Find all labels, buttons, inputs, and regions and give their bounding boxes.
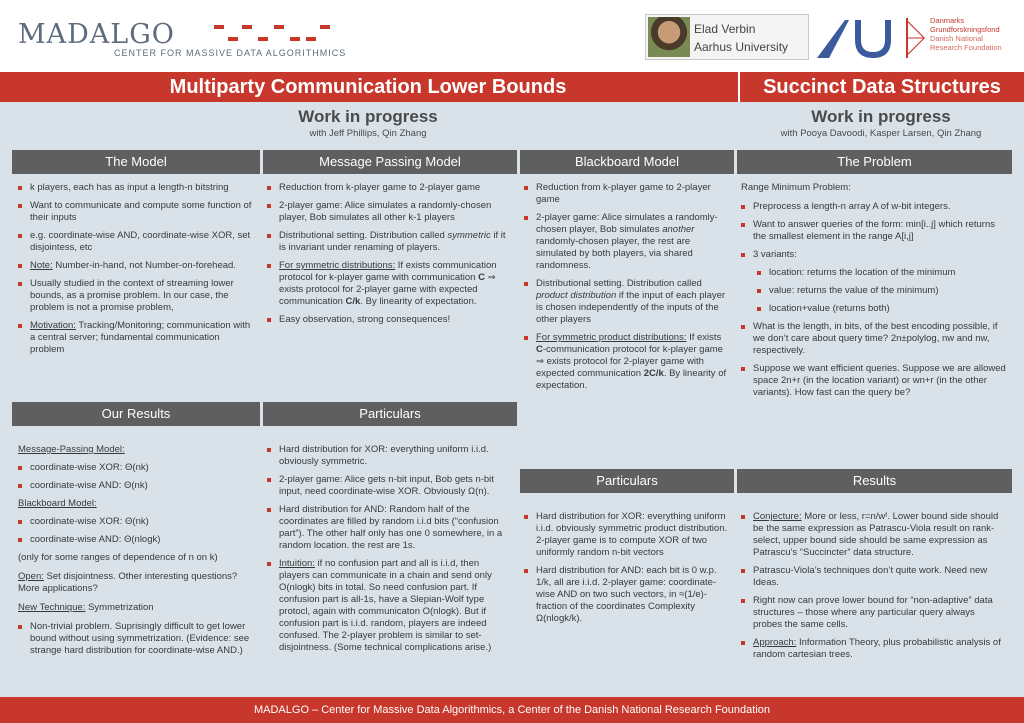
list-item: Distributional setting. Distribution called symmetric if it is invariant under renaming of players. (267, 230, 511, 254)
collaborators-left: with Jeff Phillips, Qin Zhang (309, 128, 427, 139)
dnrf-line-4: Research Foundation (930, 43, 1002, 52)
list-item: Patrascu-Viola’s techniques don’t quite work. Need new Ideas. (741, 565, 1006, 589)
logo-subtitle: CENTER FOR MASSIVE DATA ALGORITHMICS (114, 48, 347, 58)
panel-the-problem (737, 150, 1012, 405)
logo-dashes-icon (214, 25, 354, 47)
panel-header: Blackboard Model (520, 150, 734, 174)
logo-wordmark: MADALGO (18, 19, 175, 50)
mp-results-list (18, 462, 254, 492)
dnrf-logo (906, 14, 1021, 62)
subtitle-right (738, 102, 1024, 148)
subtitle-left (0, 102, 736, 148)
list-item: Reduction from k-player game to 2-player game (267, 182, 511, 194)
message-passing-list (267, 182, 511, 326)
list-item: Intuition: if no confusion part and all is i.i.d, then players can communicate in a chain and send only O(nlogk) bits in total. So need confusion part. If confusion part is all-1s, have a Slepian-Wolf type protocl, again with communicaton O(nlogk). But if confusion part is i.i.d. random, players are indeed confused. The 2-player problem is similar to set-disjointness. (Some technical complications arise.) (267, 558, 511, 654)
list-item: coordinate-wise AND: Θ(nk) (18, 480, 254, 492)
panel-the-model (12, 150, 260, 362)
list-item: Reduction from k-player game to 2-player game (524, 182, 730, 206)
list-item: Preprocess a length-n array A of w-bit integers. (741, 201, 1006, 213)
particulars-mp-list (267, 444, 511, 654)
list-item: 2-player game: Alice simulates a randomly-chosen player, Bob simulates another randomly-chosen player, the rest are simulated by both players, via shared randomness. (524, 212, 730, 272)
dnrf-line-2: Grundforskningsfond (930, 25, 1000, 34)
panel-header: Particulars (263, 402, 517, 426)
wip-right: Work in progress (811, 107, 951, 126)
panel-blackboard (520, 150, 734, 398)
list-item: Suppose we want efficient queries. Suppose we are allowed space 2n+r (in the location variant) or wn+r (in the other variants). How fast can the query be? (741, 363, 1006, 399)
author-card (645, 14, 809, 60)
list-item: 2-player game: Alice simulates a randomly-chosen player, Bob simulates all other k-1 players (267, 200, 511, 224)
list-item: 3 variants: (741, 249, 1006, 261)
list-item: Hard distribution for XOR: everything uniform i.i.d. obviously symmetric. (267, 444, 511, 468)
madalgo-logo (18, 19, 347, 62)
list-item: Distributional setting. Distribution called product distribution if the input of each player is chosen independently of the inputs of the other players (524, 278, 730, 326)
results-list (741, 511, 1006, 661)
author-name: Elad Verbin (694, 22, 756, 36)
dnrf-line-1: Danmarks (930, 16, 965, 25)
panel-particulars-mp (263, 402, 517, 660)
panel-header: Particulars (520, 469, 734, 493)
bb-heading: Blackboard Model: (18, 498, 97, 509)
list-item: Note: Number-in-hand, not Number-on-forehead. (18, 260, 254, 272)
list-item: coordinate-wise AND: Θ(nlogk) (18, 534, 254, 546)
panel-header: Results (737, 469, 1012, 493)
problem-list (741, 201, 1006, 399)
list-item: Usually studied in the context of streaming lower bounds, as a promise problem. In our case, the problem is not a promise problem, (18, 278, 254, 314)
list-item: Non-trivial problem. Suprisingly difficult to get lower bound without using symmetrization. (Evidence: see strange hard distribution for coordinate-wise AND.) (18, 621, 254, 657)
list-item: k players, each has as input a length-n bitstring (18, 182, 254, 194)
new-technique: New Technique: Symmetrization (18, 602, 154, 613)
list-item: Easy observation, strong consequences! (267, 314, 511, 326)
results-extra-list (18, 621, 254, 657)
list-item: Motivation: Tracking/Monitoring; communication with a central server; fundamental communication problem (18, 320, 254, 356)
list-item: Want to communicate and compute some function of their inputs (18, 200, 254, 224)
aarhus-university-logo (815, 16, 897, 60)
list-item: Conjecture: More or less, r=n/wᵗ. Lower bound side should be the same expression as Patrascu-Viola result on rank-select, upper bound side should be same expression as Patrascu’s “Succincter” data structure. (741, 511, 1006, 559)
collaborators-right: with Pooya Davoodi, Kasper Larsen, Qin Zhang (780, 128, 982, 139)
panel-results (737, 469, 1012, 667)
list-item: location+value (returns both) (757, 303, 1006, 315)
problem-intro: Range Minimum Problem: (741, 182, 851, 193)
open-question: Open: Set disjointness. Other interesting questions? More applications? (18, 571, 238, 594)
list-item: Hard distribution for AND: each bit is 0 w.p. 1/k, all are i.i.d. 2-player game: coordinate-wise AND on two such vectors, in ≈(1/e)-fraction of the coordinates Complexity Ω(nlogk/k). (524, 565, 730, 625)
panel-particulars-bb (520, 469, 734, 631)
list-item: coordinate-wise XOR: Θ(nk) (18, 516, 254, 528)
results-note: (only for some ranges of dependence of n on k) (18, 552, 218, 563)
panel-header: The Problem (737, 150, 1012, 174)
panel-header: Message Passing Model (263, 150, 517, 174)
dnrf-text (930, 16, 1002, 52)
list-item: Right now can prove lower bound for “non-adaptive” data structures – those where any particular query always probes the same cells. (741, 595, 1006, 631)
list-item: Hard distribution for AND: Random half of the coordinates are filled by random i.i.d bits (“confusion part”). The other half only has one 0 somewhere, in a random location. the rest are 1s. (267, 504, 511, 552)
poster-footer: MADALGO – Center for Massive Data Algorithmics, a Center of the Danish National Research Foundation (0, 697, 1024, 723)
list-item: For symmetric distributions: If exists communication protocol for k-player game with communication C ⇒ exists protocol for 2-player game with expected communication C/k. By linearity of expectation. (267, 260, 511, 308)
author-affiliation: Aarhus University (694, 40, 789, 54)
panel-message-passing (263, 150, 517, 332)
list-item: Hard distribution for XOR: everything uniform i.i.d. obviously symmetric product distribution. 2-player game is to compute XOR of two uniformly random n-bit vectors (524, 511, 730, 559)
panel-header: The Model (12, 150, 260, 174)
list-item: What is the length, in bits, of the best encoding possible, if we don’t care about query time? 2n±polylog, nw and nw, respectively. (741, 321, 1006, 357)
dnrf-mark-icon (906, 18, 926, 58)
particulars-bb-list (524, 511, 730, 625)
section-title-bar (0, 72, 1024, 102)
author-photo (648, 17, 690, 57)
list-item: For symmetric product distributions: If exists C-communication protocol for k-player game ⇒ exists protocol for 2-player game with expected communication 2C/k. By linearity of expectation. (524, 332, 730, 392)
bb-results-list (18, 516, 254, 546)
model-list (18, 182, 254, 356)
list-item: e.g. coordinate-wise AND, coordinate-wise XOR, set disjointess, etc (18, 230, 254, 254)
list-item: value: returns the value of the minimum) (757, 285, 1006, 297)
list-item: coordinate-wise XOR: Θ(nk) (18, 462, 254, 474)
mp-heading: Message-Passing Model: (18, 444, 125, 455)
title-multiparty: Multiparty Communication Lower Bounds (169, 76, 567, 98)
list-item: 2-player game: Alice gets n-bit input, Bob gets n-bit input, need coordinate-wise XOR. Obviously Ω(n). (267, 474, 511, 498)
poster-header (0, 0, 1024, 72)
dnrf-line-3: Danish National (930, 34, 983, 43)
panel-header: Our Results (12, 402, 260, 426)
list-item: Approach: Information Theory, plus probabilistic analysis of random cartesian trees. (741, 637, 1006, 661)
list-item: Want to answer queries of the form: min[i..j] which returns the smallest element in the range A[i,j] (741, 219, 1006, 243)
list-item: location: returns the location of the minimum (757, 267, 1006, 279)
poster-body (0, 102, 1024, 697)
wip-left: Work in progress (298, 107, 438, 126)
panel-our-results (12, 402, 260, 663)
title-succinct: Succinct Data Structures (738, 72, 1024, 102)
blackboard-list (524, 182, 730, 392)
